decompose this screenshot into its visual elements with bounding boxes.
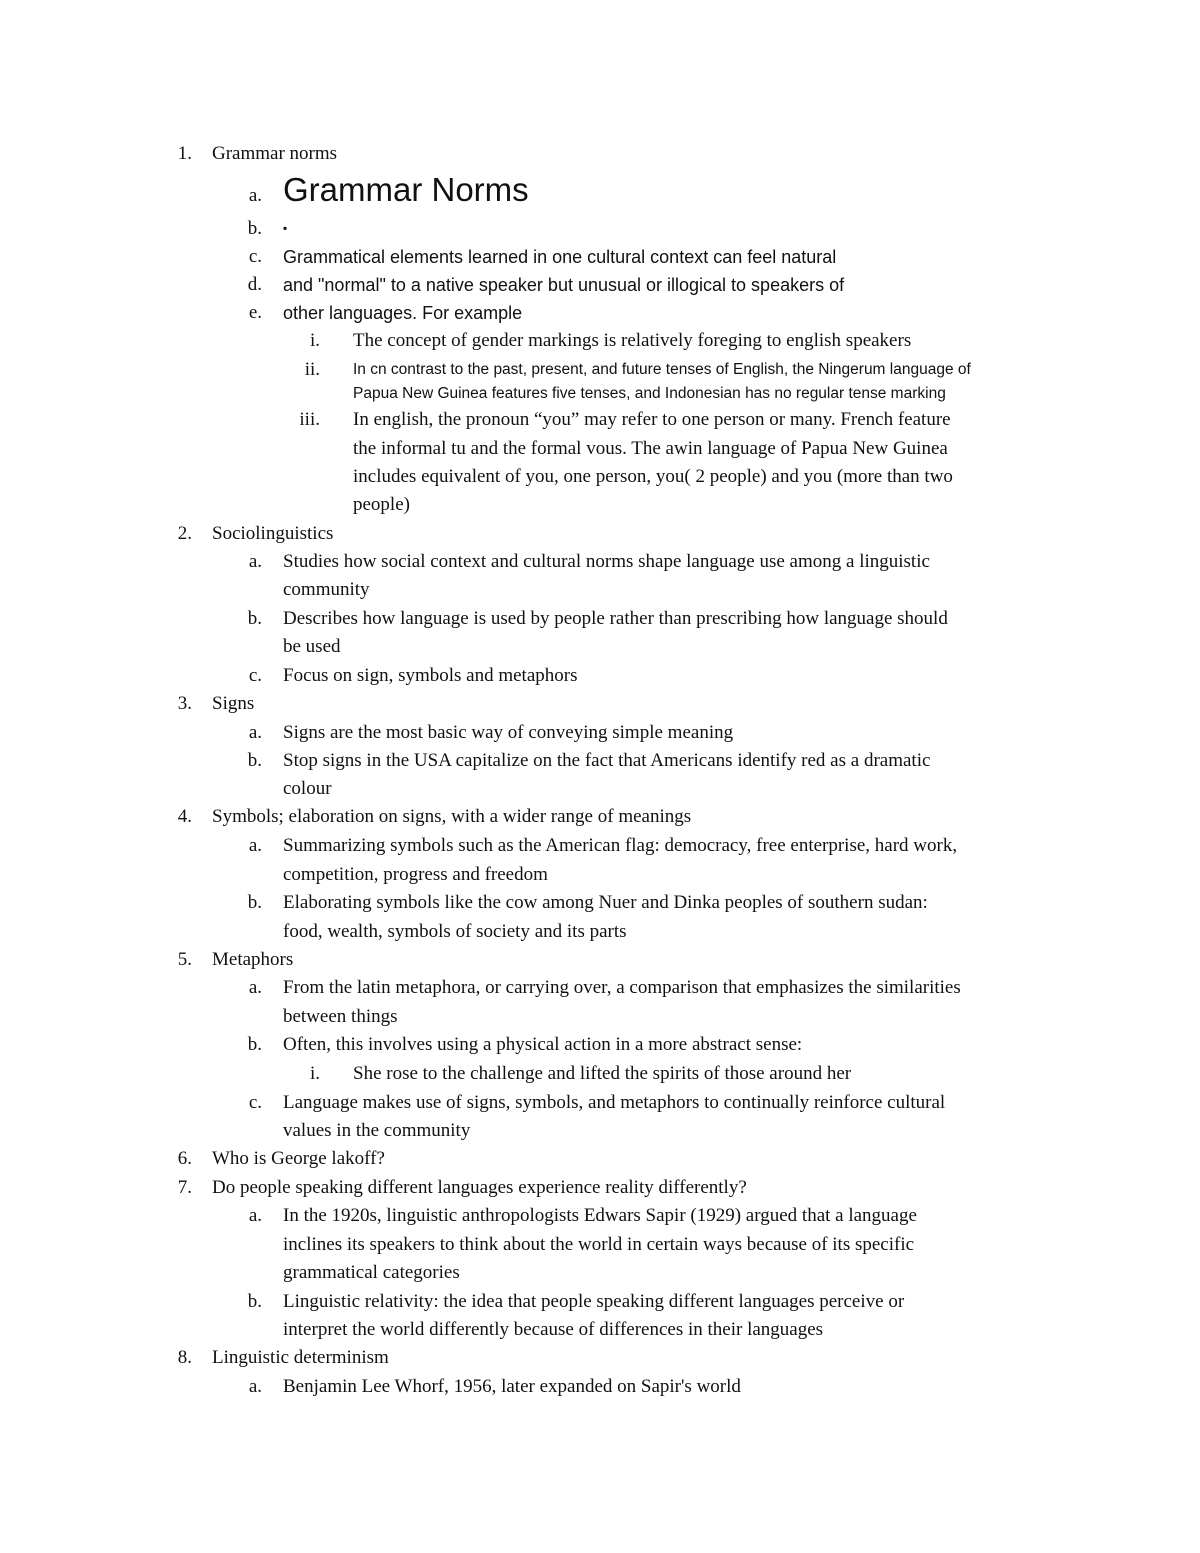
list-marker: c.: [248, 246, 262, 267]
list-marker: b.: [247, 750, 262, 771]
list-marker: b.: [247, 892, 262, 913]
list-marker: ii.: [304, 359, 320, 380]
sub-item-text: people): [353, 494, 410, 515]
sub-item-text: In cn contrast to the past, present, and future tenses of English, the Ningerum language of: [353, 361, 971, 378]
sub-item-text: The concept of gender markings is relatively foreging to english speakers: [353, 330, 912, 351]
list-item-text: Describes how language is used by people rather than prescribing how language should: [283, 608, 948, 629]
list-marker: a.: [248, 835, 262, 856]
list-marker: a.: [248, 551, 262, 572]
list-item-text: be used: [283, 636, 341, 657]
list-marker: a.: [248, 977, 262, 998]
sub-item-text: Papua New Guinea features five tenses, and Indonesian has no regular tense marking: [353, 385, 946, 402]
list-item-text: Summarizing symbols such as the American flag: democracy, free enterprise, hard work,: [283, 835, 958, 856]
list-item-text: and "normal" to a native speaker but unusual or illogical to speakers of: [283, 275, 845, 295]
list-item-text: community: [283, 579, 370, 600]
list-marker: 5.: [177, 949, 192, 970]
section-title: Symbols; elaboration on signs, with a wider range of meanings: [212, 806, 692, 827]
list-marker: b.: [247, 218, 262, 239]
bullet-square: ▪: [283, 221, 288, 235]
list-marker: c.: [248, 665, 262, 686]
list-item-text: Signs are the most basic way of conveying simple meaning: [283, 722, 734, 743]
list-item-text: Studies how social context and cultural norms shape language use among a linguistic: [283, 551, 930, 572]
list-marker: 8.: [177, 1347, 192, 1368]
list-item-text: Focus on sign, symbols and metaphors: [283, 665, 578, 686]
list-item-text: colour: [283, 778, 332, 799]
list-item-text: grammatical categories: [283, 1262, 460, 1283]
heading-grammar-norms: Grammar Norms: [283, 171, 529, 208]
list-item-text: between things: [283, 1006, 398, 1027]
list-marker: a.: [248, 1376, 262, 1397]
sub-item-text: She rose to the challenge and lifted the spirits of those around her: [353, 1063, 852, 1084]
list-marker: a.: [248, 1205, 262, 1226]
sub-item-text: In english, the pronoun “you” may refer to one person or many. French feature: [353, 409, 951, 430]
sub-item-text: the informal tu and the formal vous. The awin language of Papua New Guinea: [353, 438, 948, 459]
list-marker: 1.: [177, 143, 192, 164]
list-marker: iii.: [299, 409, 320, 430]
list-marker: i.: [309, 330, 320, 351]
list-item-text: In the 1920s, linguistic anthropologists Edwars Sapir (1929) argued that a language: [283, 1205, 917, 1226]
section-title: Grammar norms: [212, 143, 338, 164]
list-item-text: From the latin metaphora, or carrying over, a comparison that emphasizes the similarities: [283, 977, 961, 998]
list-marker: e.: [248, 302, 262, 323]
list-marker: 4.: [177, 806, 192, 827]
section-title: Sociolinguistics: [212, 523, 334, 544]
list-marker: 3.: [177, 693, 192, 714]
section-title: Signs: [212, 693, 255, 714]
section-title: Who is George lakoff?: [212, 1148, 385, 1169]
list-item-text: interpret the world differently because of differences in their languages: [283, 1319, 824, 1340]
list-marker: i.: [309, 1063, 320, 1084]
list-item-text: Stop signs in the USA capitalize on the fact that Americans identify red as a dramatic: [283, 750, 931, 771]
list-marker: a.: [248, 722, 262, 743]
list-item-text: values in the community: [283, 1120, 471, 1141]
list-marker: d.: [247, 274, 262, 295]
list-marker: b.: [247, 1034, 262, 1055]
list-item-text: Benjamin Lee Whorf, 1956, later expanded on Sapir's world: [283, 1376, 741, 1397]
list-item-text: Often, this involves using a physical action in a more abstract sense:: [283, 1034, 803, 1055]
list-item-text: Elaborating symbols like the cow among Nuer and Dinka peoples of southern sudan:: [283, 892, 928, 913]
sub-item-text: includes equivalent of you, one person, you( 2 people) and you (more than two: [353, 466, 953, 487]
list-item-text: food, wealth, symbols of society and its parts: [283, 921, 627, 942]
list-marker: b.: [247, 1291, 262, 1312]
list-item-text: competition, progress and freedom: [283, 864, 548, 885]
section-title: Metaphors: [212, 949, 294, 970]
list-item-text: other languages. For example: [283, 303, 523, 323]
list-marker: b.: [247, 608, 262, 629]
section-title: Linguistic determinism: [212, 1347, 389, 1368]
list-item-text: inclines its speakers to think about the world in certain ways because of its specific: [283, 1234, 915, 1255]
list-marker: 6.: [177, 1148, 192, 1169]
list-marker: 2.: [177, 523, 192, 544]
section-title: Do people speaking different languages experience reality differently?: [212, 1177, 747, 1198]
list-marker: c.: [248, 1092, 262, 1113]
list-item-text: Grammatical elements learned in one cultural context can feel natural: [283, 247, 837, 267]
list-item-text: Linguistic relativity: the idea that people speaking different languages perceive or: [283, 1291, 905, 1312]
list-marker: 7.: [177, 1177, 192, 1198]
list-marker: a.: [248, 185, 262, 206]
list-item-text: Language makes use of signs, symbols, and metaphors to continually reinforce cultural: [283, 1092, 946, 1113]
